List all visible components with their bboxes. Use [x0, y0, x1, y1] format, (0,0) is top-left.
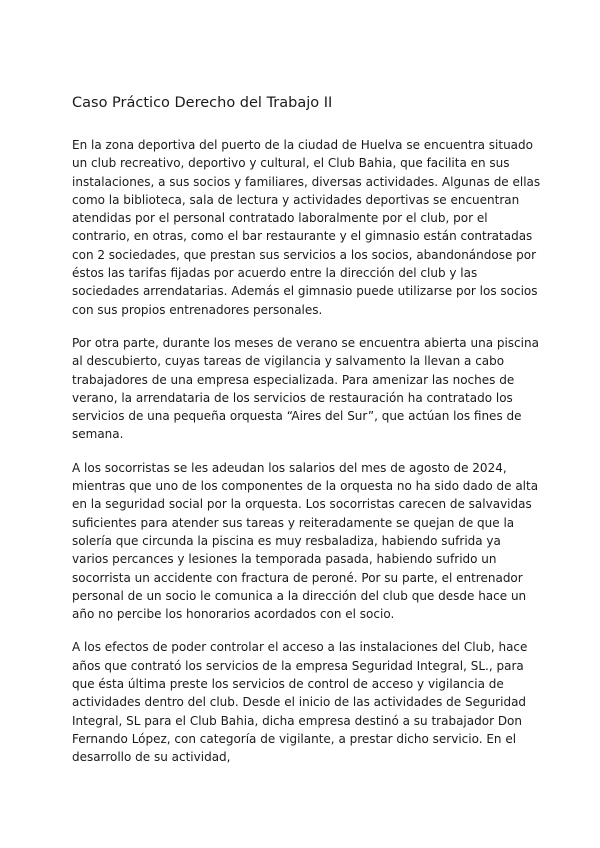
- text-line: al descubierto, cuyas tareas de vigilancia y salvamento la llevan a cabo: [72, 354, 505, 369]
- text-line: varios percances y lesiones la temporada pasada, habiendo sufrido un: [72, 552, 497, 567]
- text-line: con sus propios entrenadores personales.: [72, 302, 323, 317]
- text-line: En la zona deportiva del puerto de la ciudad de Huelva se encuentra situado: [72, 138, 533, 152]
- text-line: servicios de una pequeña orquesta “Aires del Sur”, que actúan los fines de: [72, 409, 522, 424]
- text-line: en la seguridad social por la orquesta. Los socorristas carecen de salvavidas: [72, 497, 532, 512]
- text-line: A los socorristas se les adeudan los salarios del mes de agosto de 2024,: [72, 460, 507, 475]
- text-line: como la biblioteca, sala de lectura y actividades deportivas se encuentran: [72, 192, 520, 207]
- text-line: con 2 sociedades, que prestan sus servicios a los socios, abandonándose por: [72, 247, 537, 262]
- text-line: Integral, SL para el Club Bahia, dicha empresa destinó a su trabajador Don: [72, 713, 522, 728]
- text-line: trabajadores de una empresa especializada. Para amenizar las noches de: [72, 372, 515, 387]
- text-line: A los efectos de poder controlar el acceso a las instalaciones del Club, hace: [72, 640, 528, 655]
- text-line: un club recreativo, deportivo y cultural, el Club Bahia, que facilita en sus: [72, 156, 510, 171]
- text-line: verano, la arrendataria de los servicios de restauración ha contratado los: [72, 390, 513, 405]
- paragraph-security-services: [72, 638, 534, 766]
- paragraph-club-description: [72, 136, 541, 319]
- document-body: [72, 136, 541, 782]
- text-line: instalaciones, a sus socios y familiares, diversas actividades. Algunas de ellas: [72, 174, 541, 189]
- text-line: éstos las tarifas fijadas por acuerdo entre la dirección del club y las: [72, 266, 478, 281]
- text-line: Fernando López, con categoría de vigilante, a prestar dicho servicio. En el: [72, 731, 517, 746]
- document-title: Caso Práctico Derecho del Trabajo II: [72, 95, 333, 111]
- text-line: actividades dentro del club. Desde el inicio de las actividades de Seguridad: [72, 695, 527, 710]
- text-line: años que contrató los servicios de la empresa Seguridad Integral, SL., para: [72, 658, 524, 673]
- text-line: semana.: [72, 427, 124, 442]
- text-line: atendidas por el personal contratado laboralmente por el club, por el: [72, 211, 488, 226]
- text-line: socorrista un accidente con fractura de peroné. Por su parte, el entrenador: [72, 570, 523, 585]
- text-line: desarrollo de su actividad,: [72, 750, 231, 765]
- text-line: que ésta última preste los servicios de control de acceso y vigilancia de: [72, 677, 504, 692]
- text-line: personal de un socio le comunica a la dirección del club que desde hace un: [72, 588, 527, 603]
- paragraph-lifeguards: [72, 459, 539, 624]
- text-line: Por otra parte, durante los meses de verano se encuentra abierta una piscina: [72, 335, 539, 350]
- text-line: mientras que uno de los componentes de la orquesta no ha sido dado de alta: [72, 479, 539, 494]
- text-line: suficientes para atender sus tareas y reiteradamente se quejan de que la: [72, 515, 515, 530]
- text-line: solería que circunda la piscina es muy resbaladiza, habiendo sufrida ya: [72, 533, 501, 548]
- text-line: contrario, en otras, como el bar restaurante y el gimnasio están contratadas: [72, 229, 533, 244]
- text-line: sociedades arrendatarias. Además el gimnasio puede utilizarse por los socios: [72, 284, 538, 299]
- text-line: año no percibe los honorarios acordados con el socio.: [72, 607, 395, 622]
- paragraph-summer-pool: [72, 334, 539, 444]
